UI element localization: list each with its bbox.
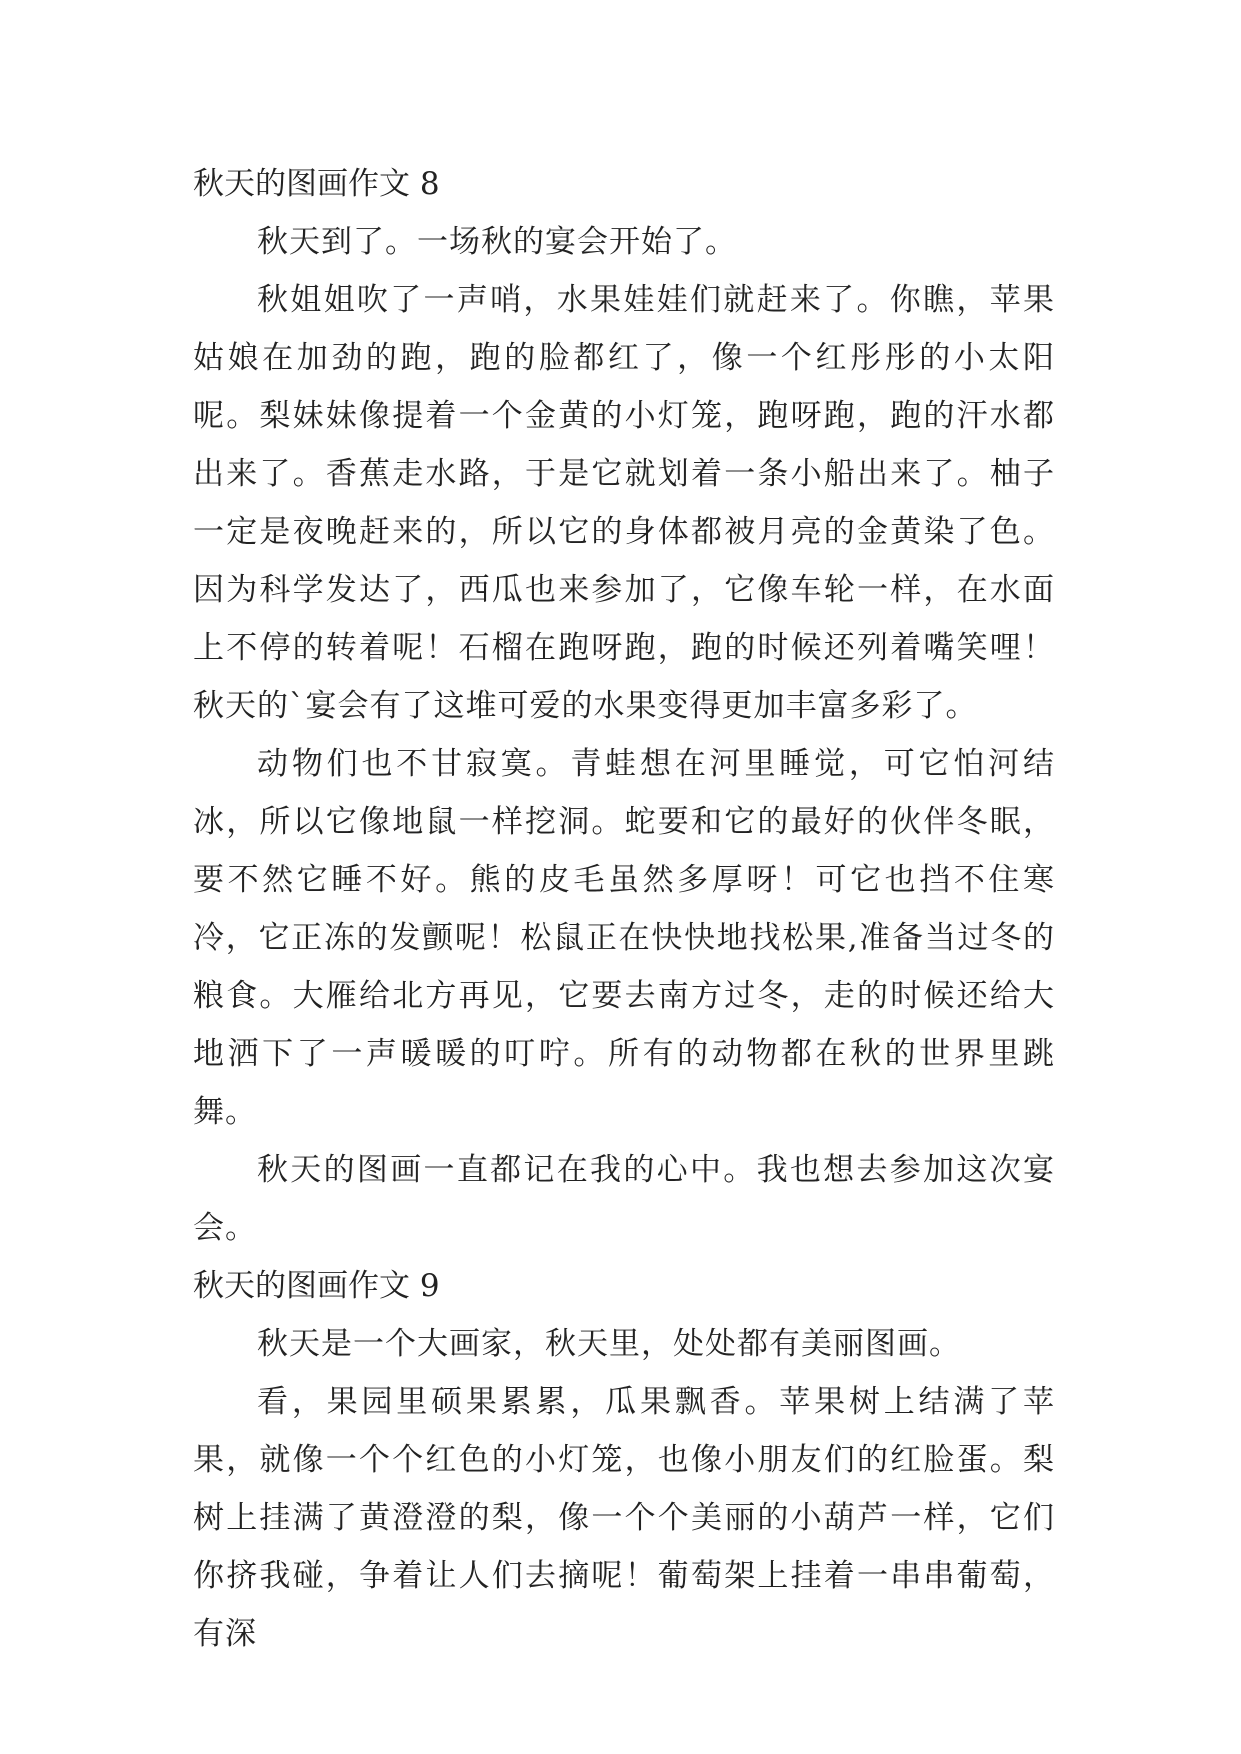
paragraph: 秋天是一个大画家，秋天里，处处都有美丽图画。 <box>257 1326 961 1362</box>
document-body <box>193 155 1055 1663</box>
paragraph: 秋姐姐吹了一声哨，水果娃娃们就赶来了。你瞧，苹果姑娘在加劲的跑，跑的脸都红了，像一个红彤彤的小太阳呢。梨妹妹像提着一个金黄的小灯笼，跑呀跑，跑的汗水都出来了。香蕉走水路，于是它就划着一条小船出来了。柚子一定是夜晚赶来的，所以它的身体都被月亮的金黄染了色。因为科学发达了，西瓜也来参加了，它像车轮一样，在水面上不停的转着呢！石榴在跑呀跑，跑的时候还列着嘴笑哩！秋天的`宴会有了这堆可爱的水果变得更加丰富多彩了。 <box>193 282 1055 724</box>
essay-section-8 <box>193 155 1055 1257</box>
paragraph: 秋天的图画一直都记在我的心中。我也想去参加这次宴会。 <box>193 1152 1055 1246</box>
paragraph: 秋天到了。一场秋的宴会开始了。 <box>257 224 737 260</box>
section-heading: 秋天的图画作文 8 <box>193 166 440 202</box>
paragraph: 看，果园里硕果累累，瓜果飘香。苹果树上结满了苹果，就像一个个红色的小灯笼，也像小朋友们的红脸蛋。梨树上挂满了黄澄澄的梨，像一个个美丽的小葫芦一样，它们你挤我碰，争着让人们去摘呢！葡萄架上挂着一串串葡萄，有深 <box>193 1384 1055 1652</box>
essay-section-9 <box>193 1257 1055 1663</box>
paragraph: 动物们也不甘寂寞。青蛙想在河里睡觉，可它怕河结冰，所以它像地鼠一样挖洞。蛇要和它的最好的伙伴冬眠，要不然它睡不好。熊的皮毛虽然多厚呀！可它也挡不住寒冷，它正冻的发颤呢！松鼠正在快快地找松果,准备当过冬的粮食。大雁给北方再见，它要去南方过冬，走的时候还给大地洒下了一声暖暖的叮咛。所有的动物都在秋的世界里跳舞。 <box>193 746 1055 1130</box>
section-heading: 秋天的图画作文 9 <box>193 1268 440 1304</box>
